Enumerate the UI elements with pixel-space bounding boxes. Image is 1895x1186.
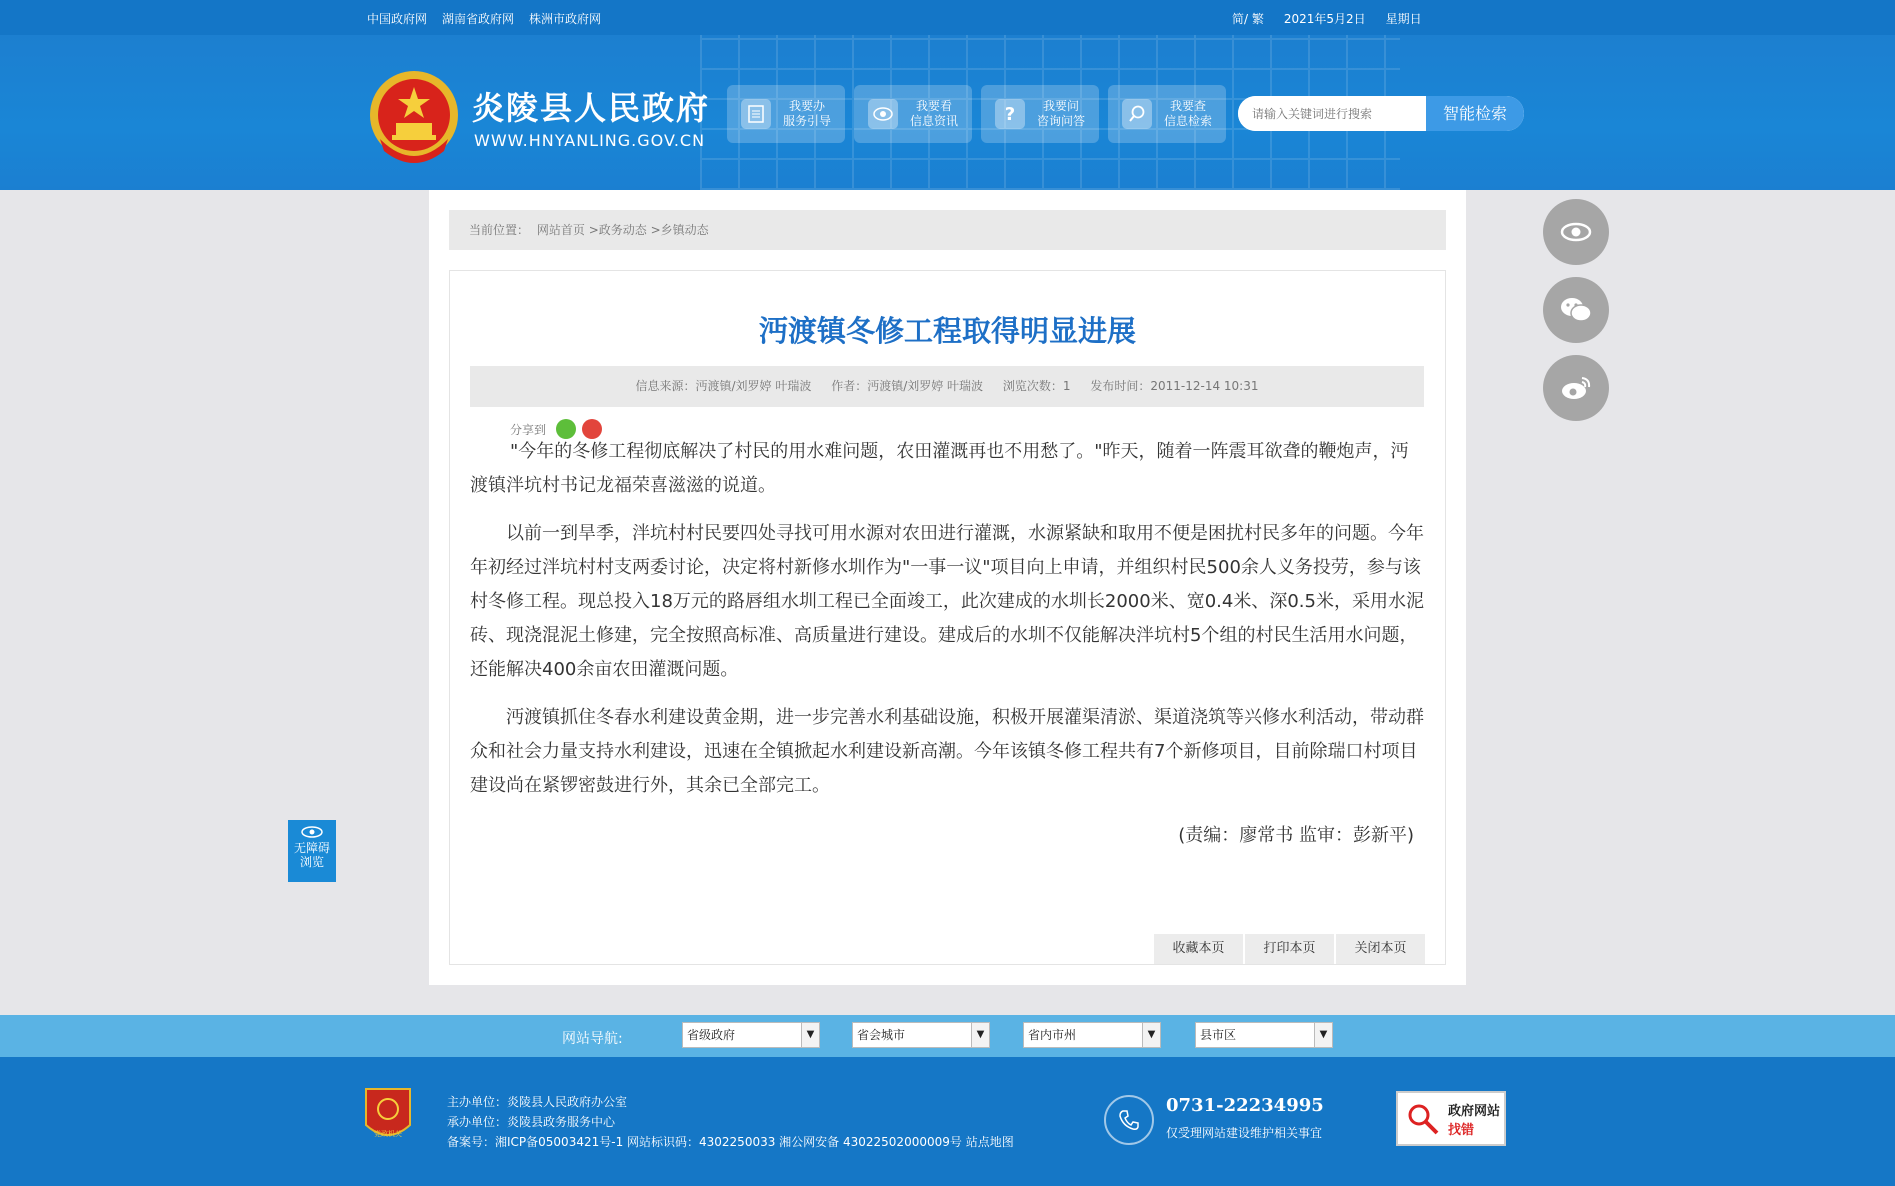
select-provincial-gov[interactable] (682, 1022, 820, 1048)
meta-views: 浏览次数：1 (1002, 379, 1071, 393)
bookmark-page-button[interactable]: 收藏本页 (1154, 934, 1243, 964)
quick-button-ask[interactable] (981, 85, 1099, 143)
report-error-button[interactable] (1396, 1091, 1506, 1146)
quick-button-search[interactable] (1108, 85, 1226, 143)
quick-button-line1: 我要看 (916, 99, 953, 113)
footer-phone: 0731-22234995 (1166, 1095, 1324, 1116)
link-zhuzhou-gov[interactable]: 株洲市政府网 (529, 12, 602, 26)
weibo-icon (1560, 375, 1592, 401)
footer-record: 备案号：湘ICP备05003421号-1 网站标识码：4302250033 湘公网安备 43022502000009号 站点地图 (447, 1135, 1014, 1149)
chevron-down-icon: ▼ (971, 1023, 989, 1047)
site-nav-label: 网站导航: (562, 1031, 623, 1047)
footer-host: 主办单位：炎陵县人民政府办公室 (447, 1095, 628, 1109)
site-domain: WWW.HNYANLING.GOV.CN (474, 131, 706, 150)
site-footer (0, 1057, 1895, 1186)
magnifier-icon (1404, 1100, 1442, 1138)
select-value: 县市区 (1200, 1028, 1237, 1042)
article-paragraph: 以前一到旱季，泮坑村村民要四处寻找可用水源对农田进行灌溉，水源紧缺和取用不便是困扰村民多年的问题。今年年初经过泮坑村村支两委讨论，决定将村新修水圳作为"一事一议"项目向上申请，并组织村民500余人义务投劳，参与该村冬修工程。现总投入18万元的路唇组水圳工程已全面竣工，此次建成的水圳长2000米、宽0.4米、深0.5米，采用水泥砖、现浇混泥土修建，完全按照高标准、高质量进行建设。建成后的水圳不仅能解决泮坑村5个组的村民生活用水问题，还能解决400余亩农田灌溉问题。 (470, 523, 1424, 680)
site-navigation (0, 1015, 1895, 1057)
top-strip (0, 0, 1895, 35)
article-title: 沔渡镇冬修工程取得明显进展 (758, 314, 1136, 348)
article-meta (470, 366, 1424, 407)
meta-author: 作者：沔渡镇/刘罗婷 叶瑞波 (831, 379, 984, 393)
badge-text: 党政机关 (374, 1130, 402, 1138)
link-hunan-gov[interactable]: 湖南省政府网 (442, 12, 515, 26)
chevron-down-icon: ▼ (1314, 1023, 1332, 1047)
article (449, 270, 1446, 965)
site-name[interactable]: 炎陵县人民政府 (472, 89, 711, 127)
eye-icon (1560, 222, 1592, 242)
editor-signature: (责编：廖常书 监审：彭新平) (1178, 825, 1414, 846)
breadcrumb-town-news[interactable]: >乡镇动态 (650, 223, 709, 237)
eye-icon (868, 99, 898, 129)
page-tools (1154, 934, 1425, 964)
article-paragraph: "今年的冬修工程彻底解决了村民的用水难问题，农田灌溉再也不用愁了。"昨天，随着一阵震耳欲聋的鞭炮声，沔渡镇泮坑村书记龙福荣喜滋滋的说道。 (470, 441, 1409, 496)
current-weekday: 星期日 (1385, 12, 1422, 26)
breadcrumb-home[interactable]: 网站首页 (536, 223, 585, 237)
breadcrumb-gov-news[interactable]: >政务动态 (588, 223, 647, 237)
float-weibo-button[interactable] (1543, 355, 1609, 421)
wechat-icon (1559, 296, 1593, 324)
quick-button-line1: 我要办 (789, 99, 826, 113)
float-eye-button[interactable] (1543, 199, 1609, 265)
error-line1: 政府网站 (1448, 1103, 1501, 1119)
quick-button-info[interactable] (854, 85, 972, 143)
select-value: 省级政府 (687, 1028, 736, 1042)
article-body (470, 435, 1424, 817)
search-icon (1122, 99, 1152, 129)
footer-organizer: 承办单位：炎陵县政务服务中心 (447, 1115, 616, 1129)
quick-button-service[interactable] (727, 85, 845, 143)
close-page-button[interactable]: 关闭本页 (1336, 934, 1425, 964)
select-province-cities[interactable] (1023, 1022, 1161, 1048)
accessibility-line2: 浏览 (299, 855, 324, 869)
accessibility-button[interactable] (288, 820, 336, 882)
chevron-down-icon: ▼ (1142, 1023, 1160, 1047)
meta-source: 信息来源：沔渡镇/刘罗婷 叶瑞波 (635, 379, 812, 393)
breadcrumb (449, 210, 1446, 250)
quick-button-line2: 咨询问答 (1037, 114, 1086, 128)
error-line2: 找错 (1448, 1122, 1475, 1138)
select-counties[interactable] (1195, 1022, 1333, 1048)
external-links (367, 10, 601, 27)
search-box (1238, 96, 1524, 131)
quick-button-line1: 我要问 (1043, 99, 1080, 113)
chevron-down-icon: ▼ (801, 1023, 819, 1047)
eye-icon (301, 826, 323, 838)
quick-button-line2: 服务引导 (783, 114, 832, 128)
meta-published: 发布时间：2011-12-14 10:31 (1090, 379, 1259, 393)
share-label: 分享到 (510, 422, 547, 437)
language-toggle[interactable]: 简/ 繁 (1232, 12, 1264, 26)
footer-phone-note: 仅受理网站建设维护相关事宜 (1166, 1126, 1323, 1140)
question-icon: ? (995, 99, 1025, 129)
float-wechat-button[interactable] (1543, 277, 1609, 343)
select-value: 省会城市 (857, 1028, 906, 1042)
search-button[interactable]: 智能检索 (1426, 96, 1524, 131)
breadcrumb-label: 当前位置： (469, 223, 530, 237)
document-icon (741, 99, 771, 129)
phone-icon (1104, 1095, 1154, 1145)
current-date: 2021年5月2日 (1283, 12, 1366, 26)
party-gov-badge-icon[interactable] (362, 1085, 414, 1145)
article-paragraph: 沔渡镇抓住冬春水利建设黄金期，进一步完善水利基础设施，积极开展灌渠清淤、渠道浇筑等兴修水利活动，带动群众和社会力量支持水利建设，迅速在全镇掀起水利建设新高潮。今年该镇冬修工程共有7个新修项目，目前除瑞口村项目建设尚在紧锣密鼓进行外，其余已全部完工。 (470, 707, 1424, 796)
main-content (429, 190, 1466, 985)
search-input[interactable] (1238, 96, 1426, 131)
select-capital-cities[interactable] (852, 1022, 990, 1048)
select-value: 省内市州 (1028, 1028, 1077, 1042)
accessibility-line1: 无障碍 (293, 841, 330, 855)
footer-info (447, 1092, 1014, 1152)
quick-button-line2: 信息资讯 (910, 114, 959, 128)
link-central-gov[interactable]: 中国政府网 (367, 12, 428, 26)
print-page-button[interactable]: 打印本页 (1245, 934, 1334, 964)
quick-button-line1: 我要查 (1170, 99, 1207, 113)
national-emblem-icon[interactable] (366, 69, 462, 169)
site-header (0, 35, 1895, 190)
quick-button-line2: 信息检索 (1164, 114, 1213, 128)
